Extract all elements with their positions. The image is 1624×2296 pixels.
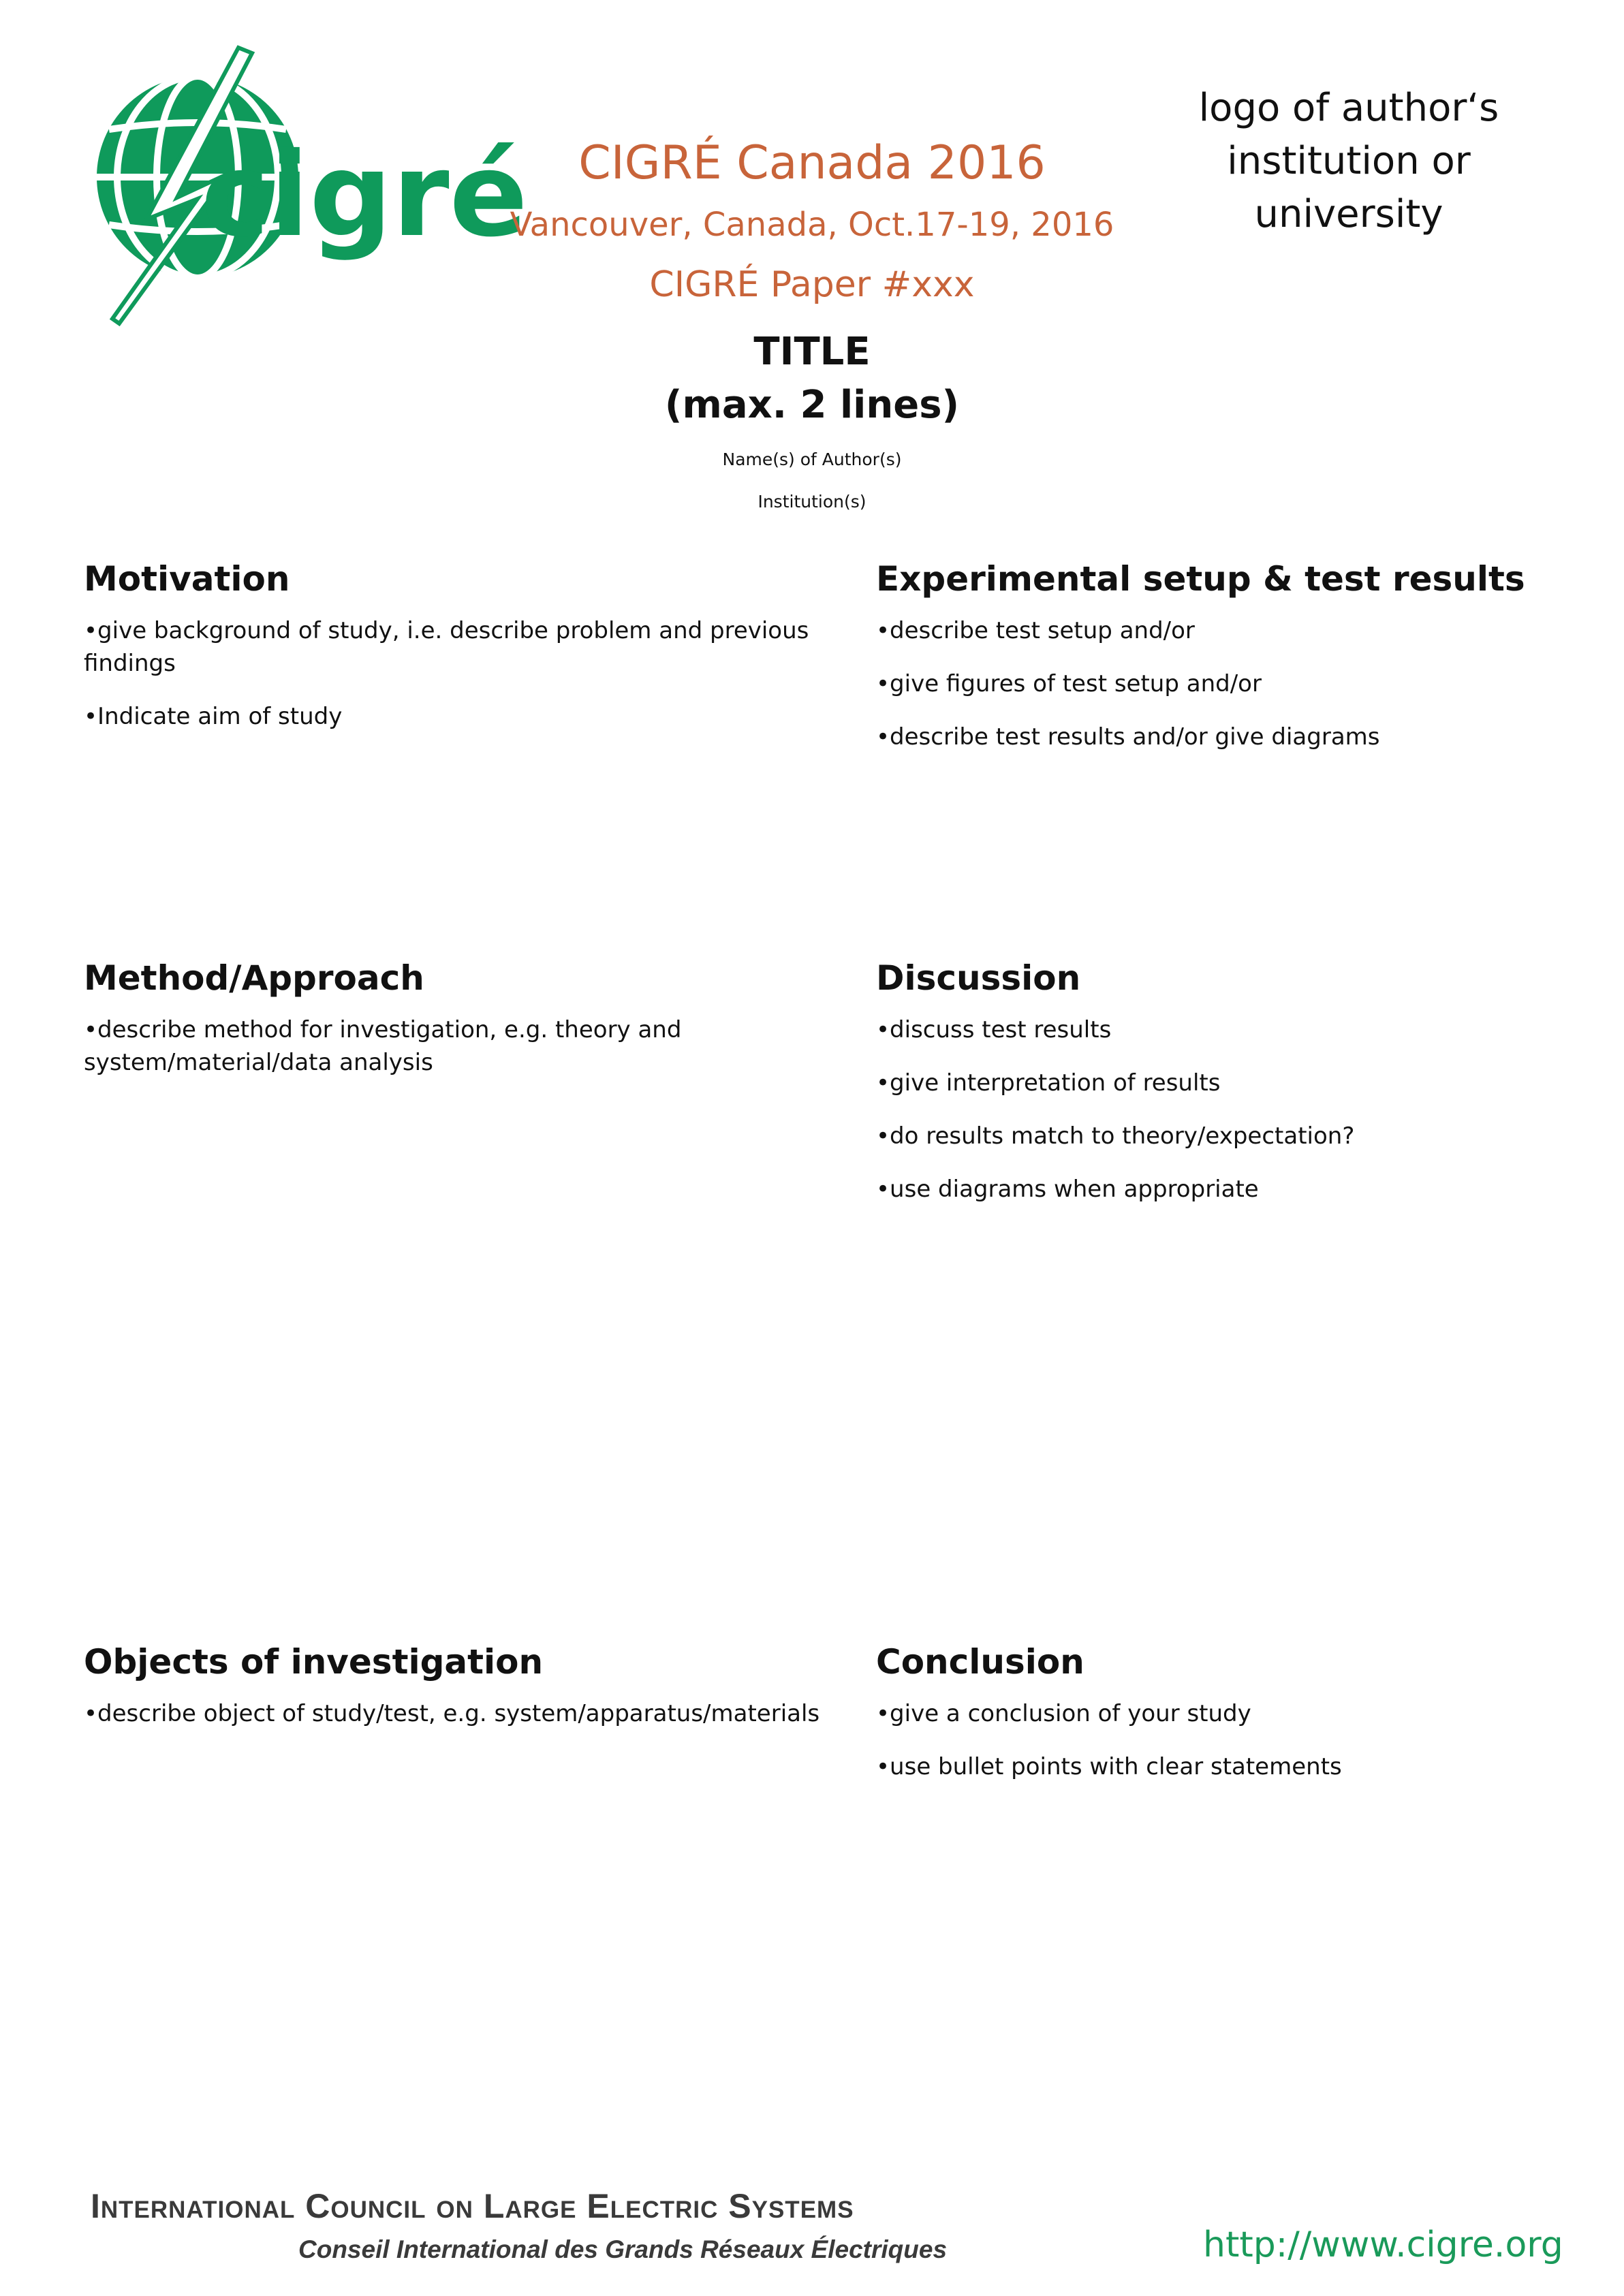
poster-title: TITLE	[753, 330, 871, 374]
institutions: Institution(s)	[758, 492, 866, 512]
institution-logo-line: logo of author‘s	[1198, 86, 1499, 130]
institution-logo-line: university	[1254, 192, 1443, 236]
section-heading: Motivation	[84, 559, 290, 599]
section-heading: Experimental setup & test results	[876, 559, 1525, 599]
section-heading: Method/Approach	[84, 958, 424, 998]
section-heading: Discussion	[876, 958, 1081, 998]
bullet-item: •describe test results and/or give diagrams	[876, 723, 1380, 751]
bullet-item: •give figures of test setup and/or	[876, 670, 1262, 697]
institution-logo-line: institution or	[1227, 139, 1471, 183]
bullet-item: •describe test setup and/or	[876, 617, 1195, 644]
poster-title-note: (max. 2 lines)	[664, 383, 960, 427]
bullet-item: •describe method for investigation, e.g. theory and system/material/data analysis	[84, 1016, 682, 1076]
institution-logo-placeholder	[1158, 82, 1540, 241]
section-discussion	[876, 958, 1598, 1226]
section-method	[84, 958, 833, 1099]
bullet-item: •give a conclusion of your study	[876, 1700, 1251, 1727]
authors: Name(s) of Author(s)	[722, 450, 902, 469]
footer-organization-english: International Council on Large Electric Systems	[91, 2187, 854, 2225]
bullet-item: •give interpretation of results	[876, 1069, 1221, 1097]
bullet-item: •use diagrams when appropriate	[876, 1176, 1259, 1203]
section-experimental	[876, 559, 1598, 774]
bullet-item: •Indicate aim of study	[84, 703, 343, 730]
section-objects	[84, 1641, 833, 1750]
conference-location: Vancouver, Canada, Oct.17-19, 2016	[510, 206, 1114, 244]
bullet-item: •describe object of study/test, e.g. system/apparatus/materials	[84, 1700, 820, 1727]
conference-paper-number: CIGRÉ Paper #xxx	[649, 264, 975, 305]
section-heading: Conclusion	[876, 1642, 1084, 1682]
section-conclusion	[876, 1641, 1598, 1804]
footer-website-link[interactable]: http://www.cigre.org	[1203, 2224, 1563, 2265]
bullet-item: •use bullet points with clear statements	[876, 1753, 1342, 1780]
logo-wordmark: cigré	[201, 128, 528, 263]
section-motivation	[84, 559, 833, 753]
section-heading: Objects of investigation	[84, 1642, 544, 1682]
bullet-item: •do results match to theory/expectation?	[876, 1122, 1355, 1150]
footer-organization-french: Conseil International des Grands Réseaux Électriques	[298, 2235, 948, 2263]
conference-name: CIGRÉ Canada 2016	[578, 136, 1046, 190]
bullet-item: •give background of study, i.e. describe problem and previous findings	[84, 617, 809, 677]
bullet-item: •discuss test results	[876, 1016, 1112, 1043]
